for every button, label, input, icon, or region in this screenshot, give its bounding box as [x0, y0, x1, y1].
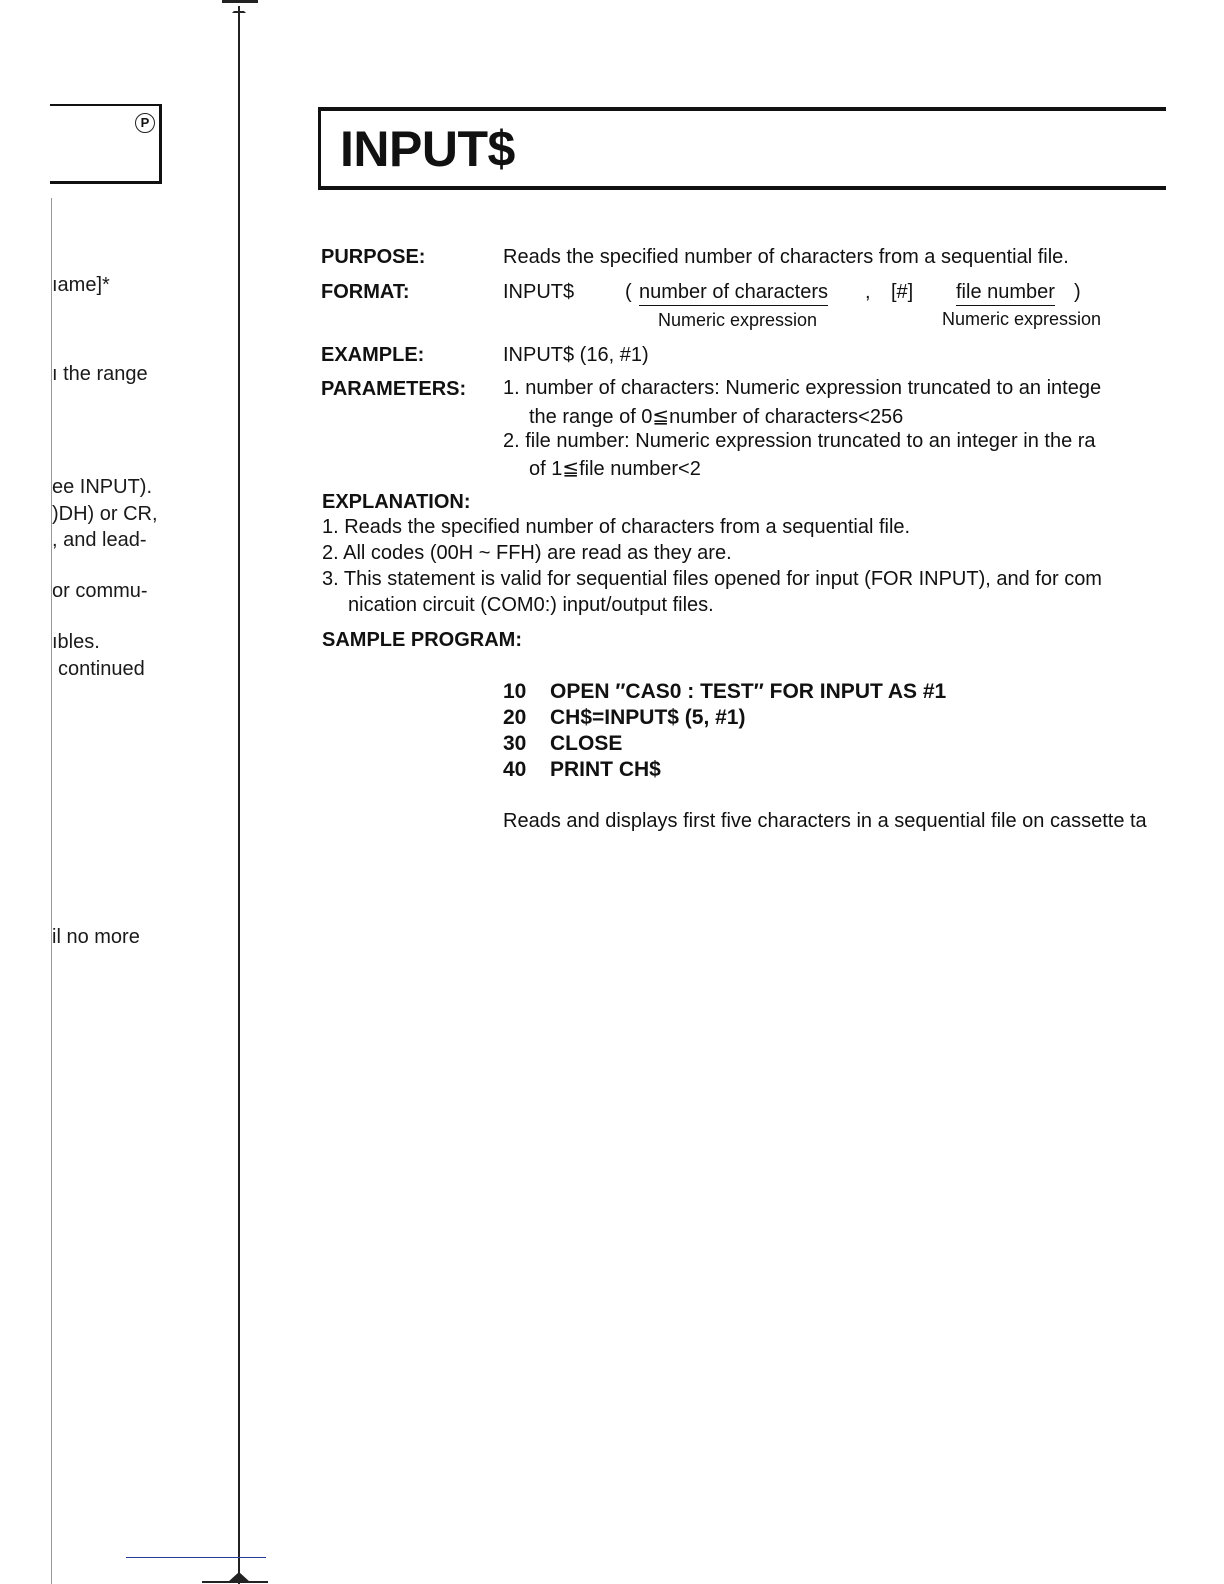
sample-program-label: SAMPLE PROGRAM:	[322, 629, 522, 651]
left-fragment: continued	[58, 658, 145, 680]
format-label: FORMAT:	[321, 281, 410, 303]
explanation-item: nication circuit (COM0:) input/output files.	[348, 594, 714, 616]
parameter-item: 1. number of characters: Numeric expression truncated to an intege	[503, 377, 1102, 399]
code-line: CLOSE	[550, 732, 623, 755]
code-line: OPEN ″CAS0 : TEST″ FOR INPUT AS #1	[550, 680, 947, 703]
left-fragment: , and lead-	[52, 529, 147, 551]
purpose-label: PURPOSE:	[321, 246, 426, 268]
explanation-item: 3. This statement is valid for sequential files opened for input (FOR INPUT), and for com	[322, 568, 1102, 590]
format-note-numeric-expression: Numeric expression	[942, 309, 1102, 329]
left-fragment: ı the range	[52, 363, 148, 385]
p-symbol: P	[135, 113, 155, 133]
format-comma: ,	[865, 281, 871, 303]
binding-line	[238, 6, 240, 1584]
format-hash-optional: [#]	[891, 281, 914, 303]
code-line: CH$=INPUT$ (5, #1)	[550, 706, 746, 729]
parameters-label: PARAMETERS:	[321, 378, 467, 400]
header-bottom-rule	[318, 186, 1166, 190]
format-open-paren: (	[625, 281, 632, 303]
left-fragment: ıame]*	[52, 274, 110, 296]
left-fragment: il no more	[52, 926, 140, 948]
parameter-item: of 1≦file number<2	[529, 458, 701, 480]
page-title: INPUT$	[340, 121, 515, 177]
binding-bottom-mark	[200, 1570, 270, 1584]
left-fragment: or commu-	[52, 580, 148, 602]
format-close-paren: )	[1074, 281, 1081, 303]
purpose-text: Reads the specified number of characters from a sequential file.	[503, 246, 1069, 268]
bottom-rule	[126, 1557, 266, 1558]
format-arg-file-number: file number	[956, 281, 1055, 306]
code-line-number: 10	[503, 680, 527, 703]
format-keyword: INPUT$	[503, 281, 575, 303]
parameter-item: 2. file number: Numeric expression truncated to an integer in the ra	[503, 430, 1096, 452]
left-fragment: ee INPUT).	[52, 476, 153, 498]
left-page-margin-line	[51, 198, 52, 1584]
code-line-number: 20	[503, 706, 527, 729]
format-note-numeric-expression: Numeric expression	[658, 310, 818, 330]
left-fragment: ıbles.	[52, 631, 100, 653]
format-arg-number-of-characters: number of characters	[639, 281, 828, 306]
code-line-number: 30	[503, 732, 527, 755]
header-left-rule	[318, 108, 321, 190]
example-label: EXAMPLE:	[321, 344, 425, 366]
explanation-item: 1. Reads the specified number of characters from a sequential file.	[322, 516, 911, 538]
header-top-rule	[318, 107, 1166, 111]
explanation-label: EXPLANATION:	[322, 491, 471, 513]
left-fragment: )DH) or CR,	[52, 503, 158, 525]
explanation-item: 2. All codes (00H ~ FFH) are read as they are.	[322, 542, 732, 564]
sample-program-description: Reads and displays first five characters in a sequential file on cassette ta	[503, 810, 1147, 832]
code-line-number: 40	[503, 758, 527, 781]
example-text: INPUT$ (16, #1)	[503, 344, 649, 366]
code-line: PRINT CH$	[550, 758, 661, 781]
parameter-item: the range of 0≦number of characters<256	[529, 406, 904, 428]
